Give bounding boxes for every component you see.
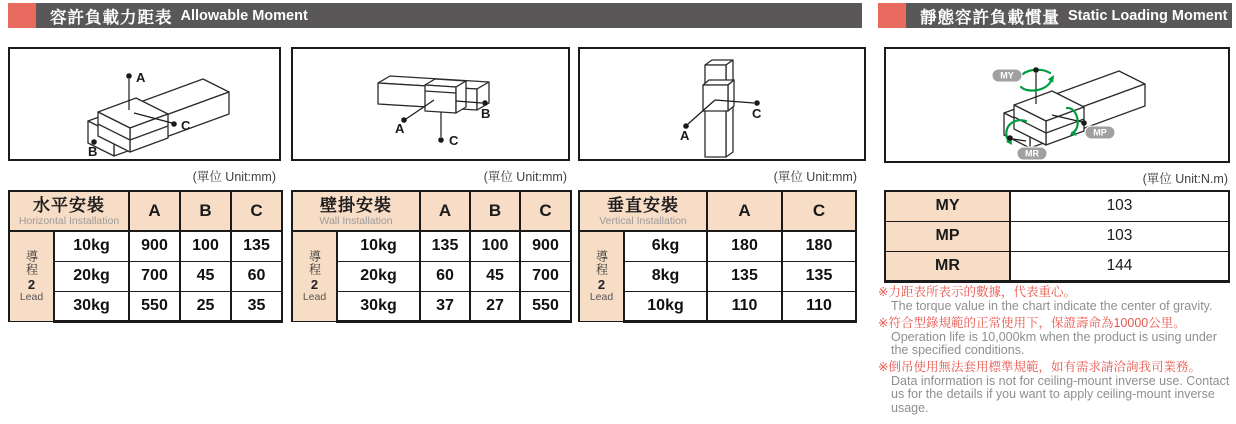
load-cell: 6kg (624, 231, 707, 261)
value-cell: 135 (707, 261, 782, 291)
load-cell: 20kg (54, 261, 129, 291)
lead-cell (292, 231, 337, 321)
table-title-zh: 壁掛安裝 (320, 195, 392, 215)
value-cell: 100 (470, 231, 520, 261)
note-zh: ※符合型錄規範的正常使用下，保證壽命為10000公里。 (878, 315, 1186, 330)
value-cell: 37 (420, 291, 470, 321)
table-static-loading-moment (884, 190, 1230, 283)
moment-label-mp: MP (885, 221, 1010, 251)
column-header-a: A (129, 191, 180, 231)
note-en: Data information is not for ceiling-mount inverse use. Contact us for the details if you want to apply ceiling-mount inverse usage. (891, 373, 1230, 415)
moment-value-mp: 103 (1010, 221, 1229, 251)
point-a-label: A (136, 70, 146, 85)
section-title-en: Allowable Moment (180, 7, 308, 24)
value-cell: 25 (180, 291, 231, 321)
unit-label-nm: (單位 Unit:N.m) (1142, 172, 1228, 186)
column-header-b: B (470, 191, 520, 231)
section-header-allowable-moment (8, 3, 862, 28)
lead-label-zh: 導程 (24, 250, 39, 276)
table-title-zh: 垂直安裝 (607, 195, 679, 215)
table-title-cell (579, 191, 707, 231)
value-cell: 45 (180, 261, 231, 291)
moment-value-mr: 144 (1010, 251, 1229, 281)
load-cell: 10kg (624, 291, 707, 321)
value-cell: 135 (420, 231, 470, 261)
value-cell: 110 (707, 291, 782, 321)
table-title-zh: 水平安裝 (33, 195, 105, 215)
unit-label-mm: (單位 Unit:mm) (483, 170, 567, 184)
section-header-static-loading-moment (878, 3, 1232, 28)
value-cell: 60 (231, 261, 282, 291)
lead-label-en: Lead (302, 291, 327, 303)
lead-label-en: Lead (589, 291, 614, 303)
unit-label-mm: (單位 Unit:mm) (773, 170, 857, 184)
load-cell: 30kg (337, 291, 420, 321)
table-row (885, 191, 1229, 221)
value-cell: 35 (231, 291, 282, 321)
diagram-wall-installation (291, 47, 570, 161)
value-cell: 900 (520, 231, 571, 261)
note-en: The torque value in the chart indicate the center of gravity. (891, 299, 1213, 313)
point-c-label: C (449, 133, 459, 148)
value-cell: 180 (707, 231, 782, 261)
value-cell: 900 (129, 231, 180, 261)
section-title-en: Static Loading Moment (1068, 7, 1228, 24)
table-row (292, 231, 571, 261)
diagram-horizontal-installation (8, 47, 281, 161)
table-vertical-installation (578, 190, 857, 323)
point-b-label: B (88, 144, 98, 159)
load-cell: 10kg (337, 231, 420, 261)
moment-axes-drawing (886, 49, 1228, 161)
diagram-vertical-installation (578, 47, 866, 161)
table-horizontal-installation (8, 190, 283, 323)
diagram-static-loading-moment (884, 47, 1230, 163)
table-wall-installation (291, 190, 572, 323)
lead-number: 2 (27, 277, 36, 292)
moment-value-my: 103 (1010, 191, 1229, 221)
table-row (885, 221, 1229, 251)
moment-label-mr: MR (885, 251, 1010, 281)
column-header-a: A (420, 191, 470, 231)
value-cell: 180 (782, 231, 856, 261)
lead-label-zh: 導程 (307, 250, 322, 276)
point-a-label: A (680, 128, 690, 143)
column-header-b: B (180, 191, 231, 231)
unit-label-mm: (單位 Unit:mm) (192, 170, 276, 184)
my-badge-label: MY (1000, 70, 1014, 81)
lead-label-zh: 導程 (594, 250, 609, 276)
value-cell: 700 (129, 261, 180, 291)
point-c-label: C (752, 106, 762, 121)
value-cell: 60 (420, 261, 470, 291)
section-title-zh: 靜態容許負載慣量 (920, 8, 1060, 27)
lead-cell (9, 231, 54, 321)
horizontal-rail-drawing (10, 49, 279, 159)
value-cell: 550 (520, 291, 571, 321)
lead-label-en: Lead (19, 291, 44, 303)
wall-rail-drawing (293, 49, 568, 159)
column-header-c: C (520, 191, 571, 231)
table-title-cell (292, 191, 420, 231)
value-cell: 45 (470, 261, 520, 291)
note-en: Operation life is 10,000km when the product is using under the specified conditions. (891, 329, 1217, 357)
accent-square (878, 3, 906, 28)
table-row (885, 251, 1229, 281)
lead-number: 2 (597, 277, 606, 292)
load-cell: 20kg (337, 261, 420, 291)
section-title-zh: 容許負載力距表 (50, 8, 173, 27)
load-cell: 8kg (624, 261, 707, 291)
value-cell: 135 (782, 261, 856, 291)
load-cell: 10kg (54, 231, 129, 261)
point-b-label: B (481, 106, 491, 121)
table-title-en: Horizontal Installation (18, 214, 120, 227)
note-zh: ※力距表所表示的數據，代表重心。 (878, 285, 1076, 299)
column-header-c: C (782, 191, 856, 231)
value-cell: 110 (782, 291, 856, 321)
accent-square (8, 3, 36, 28)
value-cell: 135 (231, 231, 282, 261)
table-row (579, 231, 856, 261)
column-header-a: A (707, 191, 782, 231)
point-c-label: C (181, 118, 191, 133)
value-cell: 550 (129, 291, 180, 321)
mr-badge-label: MR (1025, 148, 1039, 159)
lead-cell (579, 231, 624, 321)
vertical-rail-drawing (580, 49, 864, 159)
value-cell: 27 (470, 291, 520, 321)
lead-number: 2 (310, 277, 319, 292)
value-cell: 100 (180, 231, 231, 261)
table-title-en: Wall Installation (319, 214, 393, 227)
load-cell: 30kg (54, 291, 129, 321)
table-row (9, 231, 282, 261)
note-zh: ※倒吊使用無法套用標準規範，如有需求請洽詢我司業務。 (878, 359, 1201, 374)
footnotes (878, 285, 1232, 417)
table-title-cell (9, 191, 129, 231)
mp-badge-label: MP (1093, 127, 1107, 138)
point-a-label: A (395, 121, 405, 136)
value-cell: 700 (520, 261, 571, 291)
moment-label-my: MY (885, 191, 1010, 221)
table-title-en: Vertical Installation (599, 214, 687, 227)
column-header-c: C (231, 191, 282, 231)
